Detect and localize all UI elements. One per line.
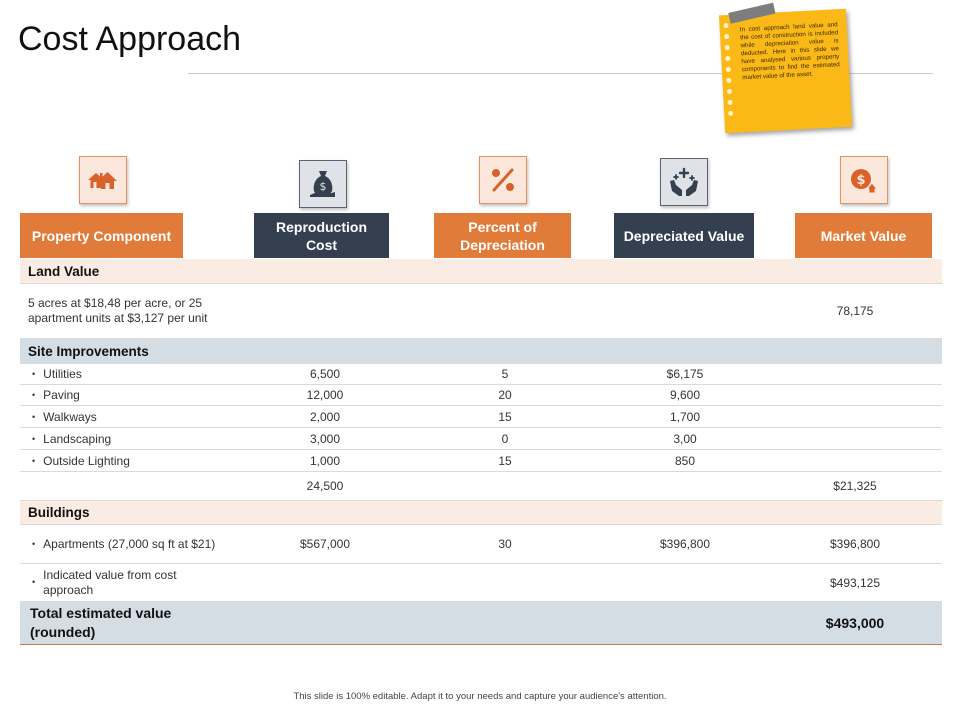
note-text: In cost approach land value and the cost of construction is included while depreciation value is deducted. Here in this slide we have analysed various property components to find the estimated market value of the asset. — [739, 21, 840, 82]
site-subtotal-market: $21,325 — [833, 479, 877, 493]
tape — [728, 3, 775, 24]
table-row: • Apartments (27,000 sq ft at $21) $567,000 30 $396,800 $396,800 — [20, 525, 942, 564]
table-row: • Landscaping 3,000 0 3,00 — [20, 428, 942, 450]
section-land-value: Land Value — [20, 259, 942, 284]
svg-text:$: $ — [856, 173, 866, 188]
table-row: • Walkways 2,000 15 1,700 — [20, 406, 942, 428]
dollar-coin-icon — [840, 156, 888, 204]
header-reproduction-cost: Reproduction Cost — [254, 213, 389, 258]
sticky-note — [719, 9, 852, 133]
money-bag-icon — [299, 160, 347, 208]
table-row — [20, 284, 942, 339]
site-subtotal-row — [20, 472, 942, 501]
footer-text: This slide is 100% editable. Adapt it to your needs and capture your audience's attention. — [293, 691, 667, 702]
total-label: Total estimated value (rounded) — [30, 605, 172, 640]
site-subtotal-cost: 24,500 — [306, 479, 344, 493]
header-property-component: Property Component — [20, 213, 183, 258]
total-value: $493,000 — [825, 615, 885, 631]
page-title: Cost Approach — [18, 20, 242, 58]
section-site-improvements: Site Improvements — [20, 339, 942, 364]
table-row: • Paving 12,000 20 9,600 — [20, 385, 942, 406]
land-market-value: 78,175 — [836, 304, 874, 318]
header-market-value: Market Value — [795, 213, 932, 258]
table-row: • Outside Lighting 1,000 15 850 — [20, 450, 942, 472]
table-row: • Utilities 6,500 5 $6,175 — [20, 364, 942, 385]
note-binding-holes — [723, 23, 737, 131]
svg-text:$: $ — [319, 180, 327, 193]
hands-sparkle-icon — [660, 158, 708, 206]
header-depreciated-value: Depreciated Value — [614, 213, 754, 258]
land-description: 5 acres at $18,48 per acre, or 25 apartment units at $3,127 per unit — [28, 296, 208, 325]
section-buildings: Buildings — [20, 501, 942, 525]
header-percent-depreciation: Percent of Depreciation — [434, 213, 571, 258]
total-row — [20, 602, 942, 645]
table-row: • Indicated value from cost approach $493,125 — [20, 564, 942, 602]
percent-icon — [479, 156, 527, 204]
houses-icon — [79, 156, 127, 204]
